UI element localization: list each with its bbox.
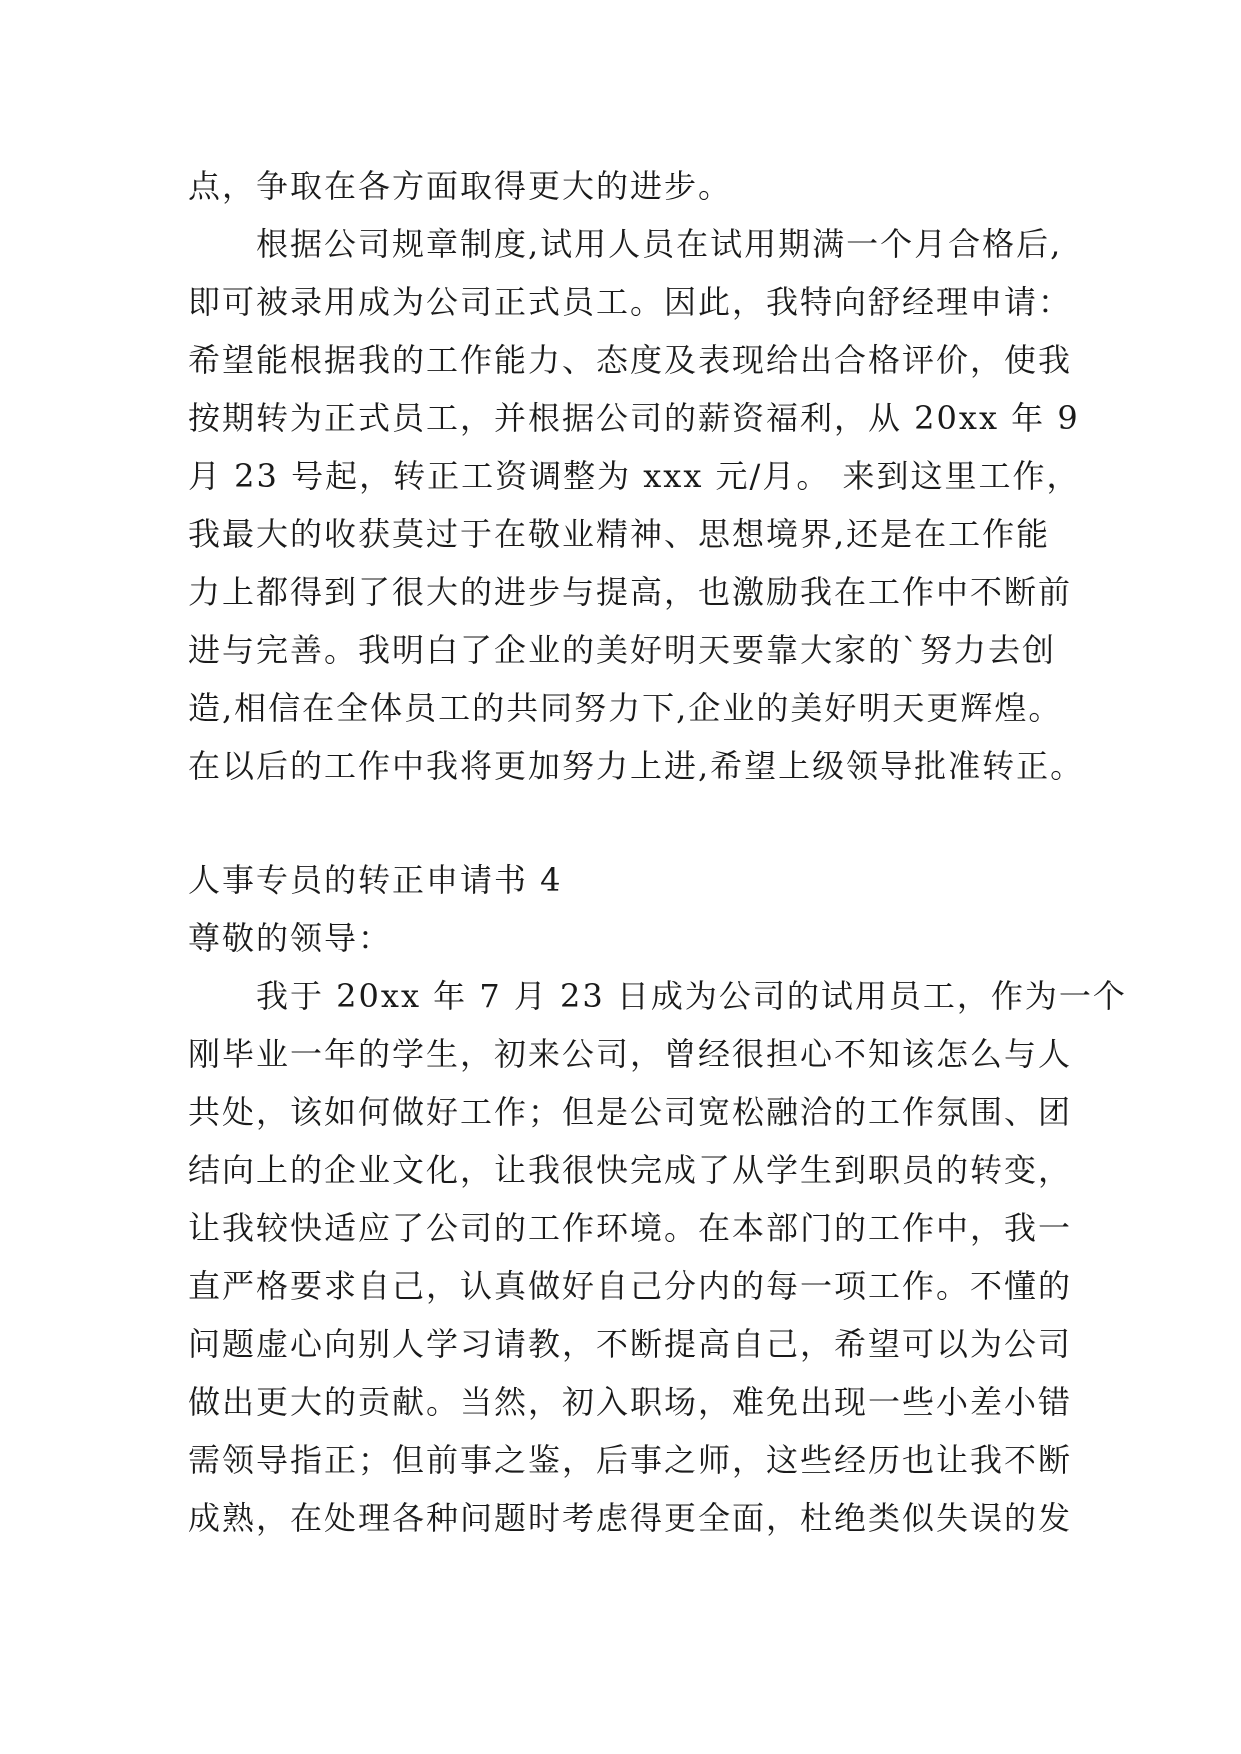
text-line: 共处，该如何做好工作；但是公司宽松融洽的工作氛围、团: [188, 1093, 1073, 1131]
text-line: 我最大的收获莫过于在敬业精神、思想境界,还是在工作能: [188, 515, 1051, 553]
text-line: 点，争取在各方面取得更大的进步。: [188, 167, 733, 205]
text-line: 成熟，在处理各种问题时考虑得更全面，杜绝类似失误的发: [188, 1499, 1073, 1537]
text-line: 问题虚心向别人学习请教，不断提高自己，希望可以为公司: [188, 1325, 1073, 1363]
section-title: 人事专员的转正申请书 4: [188, 861, 563, 899]
text-line: 力上都得到了很大的进步与提高，也激励我在工作中不断前: [188, 573, 1073, 611]
text-line: 按期转为正式员工，并根据公司的薪资福利，从 20xx 年 9: [188, 399, 1080, 437]
text-line: 直严格要求自己，认真做好自己分内的每一项工作。不懂的: [188, 1267, 1073, 1305]
text-line: 做出更大的贡献。当然，初入职场，难免出现一些小差小错: [188, 1383, 1073, 1421]
text-line: 我于 20xx 年 7 月 23 日成为公司的试用员工，作为一个: [256, 977, 1127, 1015]
text-line: 结向上的企业文化，让我很快完成了从学生到职员的转变，: [188, 1151, 1073, 1189]
text-line: 在以后的工作中我将更加努力上进,希望上级领导批准转正。: [188, 747, 1085, 785]
text-line: 刚毕业一年的学生，初来公司，曾经很担心不知该怎么与人: [188, 1035, 1073, 1073]
text-line: 进与完善。我明白了企业的美好明天要靠大家的`努力去创: [188, 631, 1057, 669]
text-line: 让我较快适应了公司的工作环境。在本部门的工作中，我一: [188, 1209, 1073, 1247]
text-line: 根据公司规章制度,试用人员在试用期满一个月合格后,: [256, 225, 1063, 263]
text-line: 希望能根据我的工作能力、态度及表现给出合格评价，使我: [188, 341, 1073, 379]
text-line: 月 23 号起，转正工资调整为 xxx 元/月。 来到这里工作，: [188, 457, 1081, 495]
text-line: 造,相信在全体员工的共同努力下,企业的美好明天更辉煌。: [188, 689, 1063, 727]
text-line: 需领导指正；但前事之鉴，后事之师，这些经历也让我不断: [188, 1441, 1073, 1479]
salutation: 尊敬的领导：: [188, 919, 393, 957]
text-line: 即可被录用成为公司正式员工。因此，我特向舒经理申请：: [188, 283, 1073, 321]
